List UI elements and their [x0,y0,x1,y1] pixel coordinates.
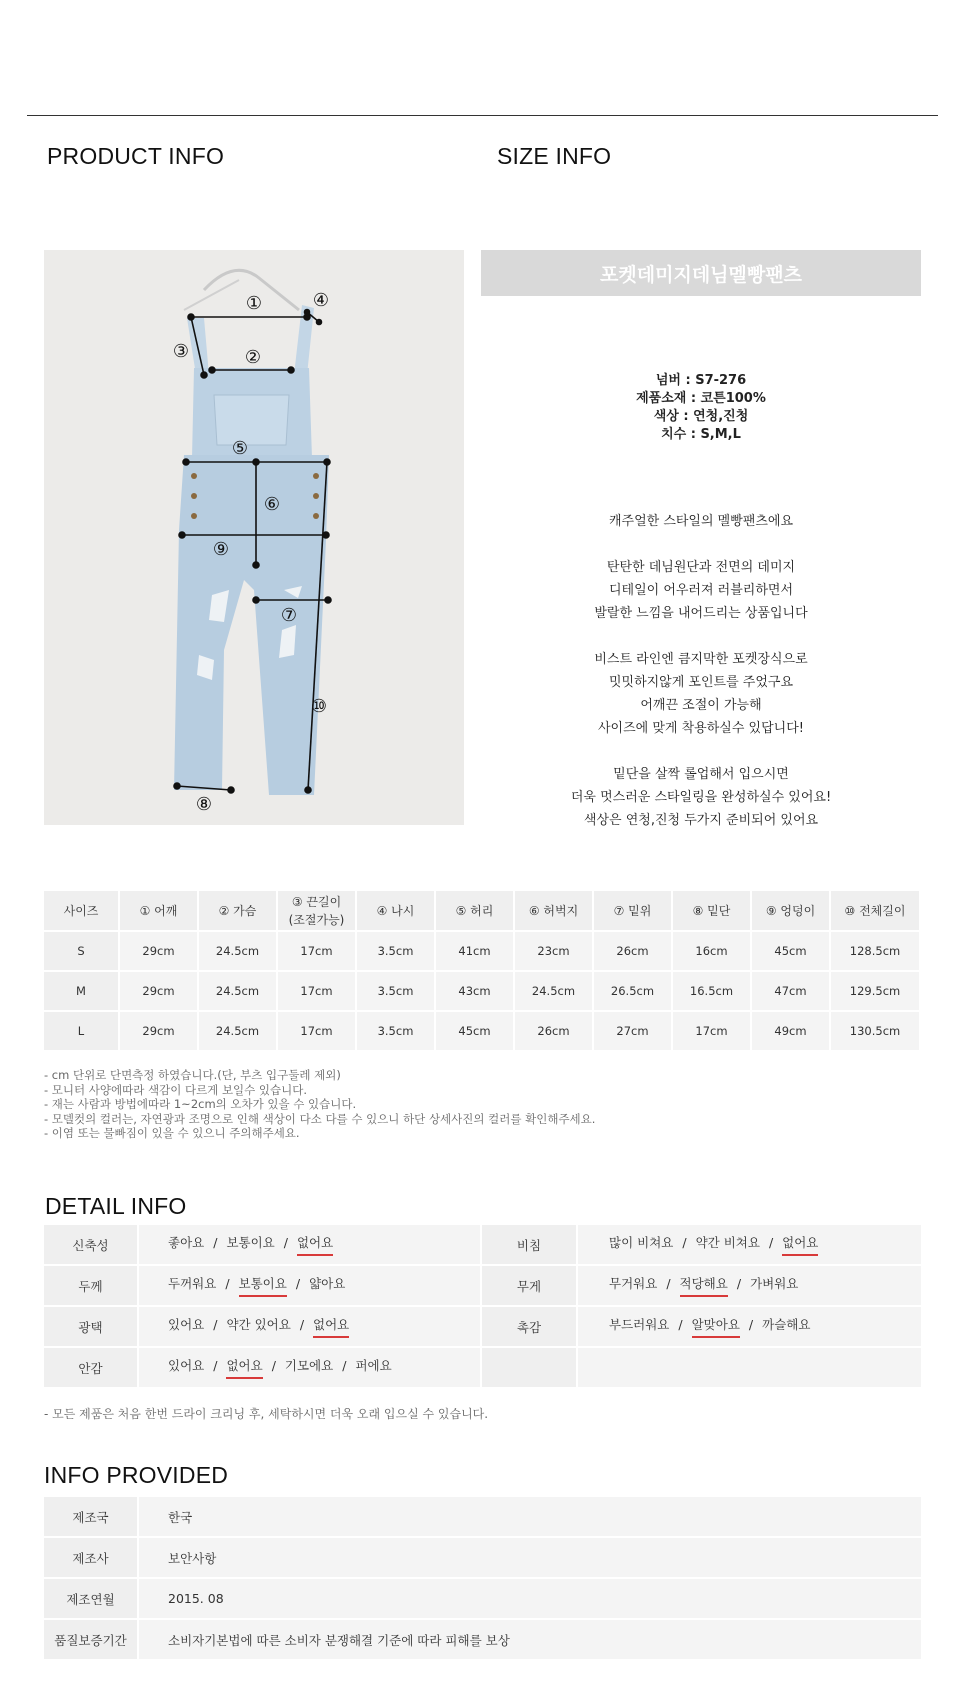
note-line: - 이염 또는 물빠짐이 있을 수 있으니 주의해주세요. [44,1126,300,1140]
cell: 45cm [752,932,831,972]
table-row [44,1497,921,1538]
cell: 16.5cm [673,972,752,1012]
cell: 45cm [436,1012,515,1052]
marker-1: ① [245,293,263,314]
note-line: - 재는 사람과 방법에따라 1~2cm의 오차가 있을 수 있습니다. [44,1097,357,1111]
header-hem: ⑧ 밑단 [673,891,752,932]
header-waist: ⑤ 허리 [436,891,515,932]
table-row [44,1579,921,1620]
cell: 41cm [436,932,515,972]
cell: 24.5cm [199,972,278,1012]
provided-label: 품질보증기간 [44,1620,139,1661]
cell: 24.5cm [199,1012,278,1052]
note-line: - 모니터 사양에따라 색감이 다르게 보일수 있습니다. [44,1082,308,1097]
option-separator: / [682,1235,687,1250]
cell: 26cm [594,932,673,972]
cell: 129.5cm [831,972,921,1012]
option-separator: / [299,1317,305,1332]
desc-line: 더욱 멋스러운 스타일링을 완성하실수 있어요! [570,790,832,805]
cell: 26.5cm [594,972,673,1012]
detail-option-selected: 적당해요 [680,1274,728,1297]
option-separator: / [295,1276,301,1291]
detail-label: 신축성 [44,1225,139,1266]
detail-label: 광택 [44,1307,139,1348]
marker-6: ⑥ [263,494,281,515]
header-strap [278,891,357,932]
spec-number: 넘버 : S7-276 [655,373,747,388]
cell: 49cm [752,1012,831,1052]
cell: 43cm [436,972,515,1012]
detail-option: 많이 비쳐요 [609,1235,674,1250]
desc-line: 사이즈에 맞게 착용하실수 있답니다! [598,721,804,736]
option-separator: / [736,1276,742,1291]
table-row [44,1225,921,1266]
header-rise: ⑦ 밑위 [594,891,673,932]
header-sleeveless: ④ 나시 [357,891,436,932]
detail-option: 무거워요 [609,1276,658,1291]
detail-table [44,1225,921,1389]
marker-10: ⑩ [310,696,328,717]
cell: 16cm [673,932,752,972]
cell: 29cm [120,972,199,1012]
product-name-bar: 포켓데미지데님멜빵팬츠 [481,250,921,296]
detail-option-selected: 없어요 [226,1356,262,1379]
provided-value: 소비자기본법에 따른 소비자 분쟁해결 기준에 따라 피해를 보상 [139,1620,921,1661]
table-row [44,972,921,1012]
header-strap-label: ③ 끈길이 [291,894,342,909]
cell: 128.5cm [831,932,921,972]
detail-label: 두께 [44,1266,139,1307]
option-separator: / [678,1317,683,1332]
detail-option: 약간 비쳐요 [695,1235,760,1250]
marker-5: ⑤ [231,438,249,459]
cell: 17cm [278,932,357,972]
option-separator: / [213,1317,218,1332]
cell: 3.5cm [357,972,436,1012]
detail-option: 있어요 [168,1358,205,1373]
detail-option-selected: 보통이요 [239,1274,287,1297]
detail-options [578,1266,921,1307]
option-separator: / [213,1235,218,1250]
detail-option: 있어요 [168,1317,205,1332]
cell: L [44,1012,120,1052]
detail-label: 무게 [482,1266,578,1307]
cell: S [44,932,120,972]
detail-option: 두꺼워요 [168,1276,217,1291]
detail-options [578,1307,921,1348]
detail-option: 좋아요 [168,1235,205,1250]
header-chest: ② 가슴 [199,891,278,932]
note-line: - cm 단위로 단면측정 하였습니다.(단, 부츠 입구둘레 제외) [44,1068,341,1082]
cell: 47cm [752,972,831,1012]
detail-options [139,1225,482,1266]
spec-color: 색상 : 연청,진청 [653,409,749,424]
marker-7: ⑦ [280,605,298,626]
option-separator: / [225,1276,230,1291]
detail-label: 안감 [44,1348,139,1389]
marker-8: ⑧ [195,794,213,815]
header-shoulder: ① 어깨 [120,891,199,932]
option-separator: / [271,1358,276,1373]
product-spec [481,372,921,444]
detail-option: 퍼에요 [355,1358,392,1373]
detail-option-selected: 없어요 [313,1315,349,1338]
desc-line: 디테일이 어우러져 러블리하면서 [608,583,794,598]
provided-value: 보안사항 [139,1538,921,1579]
detail-option-selected: 없어요 [782,1233,818,1256]
option-separator: / [748,1317,754,1332]
option-separator: / [666,1276,671,1291]
cell: 24.5cm [199,932,278,972]
detail-option: 약간 있어요 [226,1317,291,1332]
overalls-illustration [44,250,464,825]
desc-line: 밋밋하지않게 포인트를 주었구요 [608,675,794,690]
detail-options [139,1307,482,1348]
product-info-title: PRODUCT INFO [47,143,225,169]
cell: 17cm [278,972,357,1012]
detail-options [139,1348,482,1389]
info-provided-table [44,1497,921,1661]
size-table [44,891,921,1052]
cell: 27cm [594,1012,673,1052]
provided-label: 제조사 [44,1538,139,1579]
detail-option: 보통이요 [226,1235,275,1250]
cell: 130.5cm [831,1012,921,1052]
header-thigh: ⑥ 허벅지 [515,891,594,932]
provided-value: 한국 [139,1497,921,1538]
detail-option: 까슬해요 [762,1317,811,1332]
desc-line: 어깨끈 조절이 가능해 [640,698,762,713]
desc-line: 색상은 연청,진청 두가지 준비되어 있어요 [583,813,819,828]
cell: 24.5cm [515,972,594,1012]
info-provided-title: INFO PROVIDED [44,1462,229,1488]
cell: 17cm [278,1012,357,1052]
header-size: 사이즈 [44,891,120,932]
spec-size: 치수 : S,M,L [661,427,741,442]
desc-line: 밑단을 살짝 롤업해서 입으시면 [613,767,789,782]
desc-line: 캐주얼한 스타일의 멜빵팬츠에요 [608,514,794,529]
detail-note: - 모든 제품은 처음 한번 드라이 크리닝 후, 세탁하시면 더욱 오래 입으실 수 있습니다. [44,1407,489,1421]
option-separator: / [213,1358,218,1373]
option-separator: / [283,1235,288,1250]
cell: 17cm [673,1012,752,1052]
table-row [44,1012,921,1052]
provided-value: 2015. 08 [139,1579,921,1620]
detail-label: 비침 [482,1225,578,1266]
size-info-title: SIZE INFO [497,143,612,169]
cell: 29cm [120,932,199,972]
cell: 29cm [120,1012,199,1052]
table-row [44,1266,921,1307]
desc-line: 발랄한 느낌을 내어드리는 상품입니다 [594,606,808,621]
detail-info-title: DETAIL INFO [45,1193,187,1219]
detail-option: 가벼워요 [750,1276,799,1291]
desc-line: 비스트 라인엔 큼지막한 포켓장식으로 [594,652,808,667]
detail-options [578,1348,921,1389]
spec-material: 제품소재 : 코튼100% [636,391,766,406]
marker-9: ⑨ [212,539,230,560]
size-table-header [44,891,921,932]
size-notes [44,1068,595,1141]
detail-options [139,1266,482,1307]
detail-options [578,1225,921,1266]
table-row [44,932,921,972]
header-hip: ⑨ 엉덩이 [752,891,831,932]
detail-label: 촉감 [482,1307,578,1348]
desc-line: 탄탄한 데님원단과 전면의 데미지 [606,560,796,575]
detail-option: 부드러워요 [609,1317,670,1332]
cell: 3.5cm [357,932,436,972]
cell: 3.5cm [357,1012,436,1052]
note-line: - 모델컷의 컬러는, 자연광과 조명으로 인해 색상이 다소 다를 수 있으니 하단 상세사진의 컬러를 확인해주세요. [44,1111,596,1126]
provided-label: 제조연월 [44,1579,139,1620]
product-description [481,510,921,832]
option-separator: / [342,1358,347,1373]
marker-2: ② [244,347,262,368]
marker-4: ④ [312,290,330,311]
provided-label: 제조국 [44,1497,139,1538]
table-row [44,1307,921,1348]
detail-option-selected: 알맞아요 [692,1315,740,1338]
cell: 23cm [515,932,594,972]
detail-option-selected: 없어요 [297,1233,333,1256]
table-row [44,1620,921,1661]
cell: 26cm [515,1012,594,1052]
table-row [44,1538,921,1579]
top-divider [27,115,938,116]
table-row [44,1348,921,1389]
product-photo [44,250,464,825]
marker-3: ③ [172,341,190,362]
option-separator: / [768,1235,774,1250]
cell: M [44,972,120,1012]
detail-label [482,1348,578,1389]
detail-option: 얇아요 [309,1276,346,1291]
header-strap-sub: (조절가능) [288,912,345,927]
header-total-length: ⑩ 전체길이 [831,891,921,932]
detail-option: 기모에요 [284,1358,334,1373]
